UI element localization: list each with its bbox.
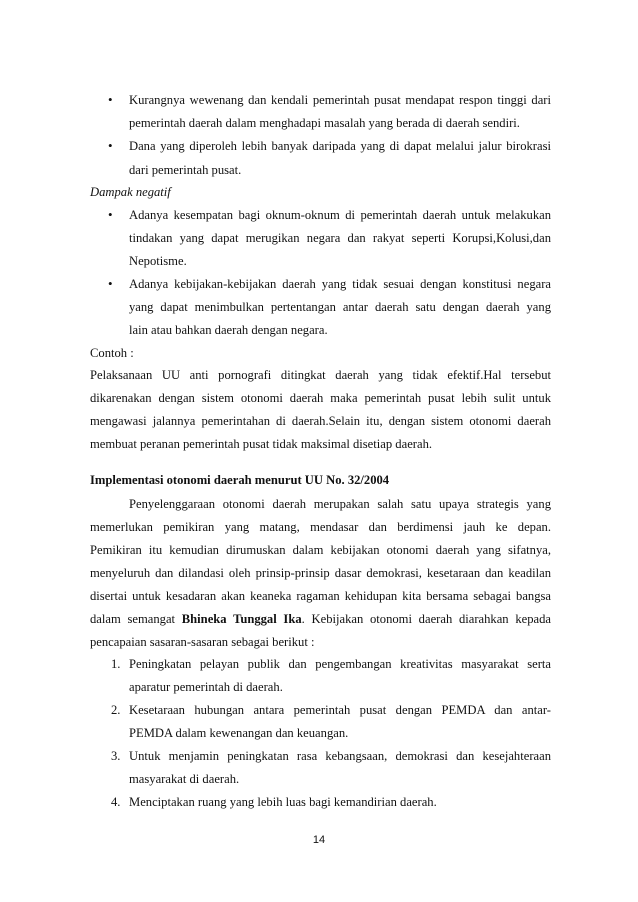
bullet-2-line-2: dari pemerintah pusat. — [129, 163, 242, 177]
contoh-line-3: mengawasi jalannya pemerintahan di daerah.Selain itu, dengan sistem otonomi daerah — [90, 414, 551, 428]
list-item-1-line-2: aparatur pemerintah di daerah. — [129, 680, 283, 694]
bullet-marker: • — [108, 92, 113, 107]
para-line-6-post: . Kebijakan otonomi daerah diarahkan kepada — [301, 612, 551, 626]
list-item-3-line-1: Untuk menjamin peningkatan rasa kebangsaan, demokrasi dan kesejahteraan — [129, 749, 551, 763]
neg-bullet-2-line-2: yang dapat menimbulkan pertentangan antar daerah satu dengan daerah yang — [129, 300, 551, 314]
bullet-1-line-2: pemerintah daerah dalam menghadapi masalah yang berada di daerah sendiri. — [129, 116, 520, 130]
contoh-line-2: dikarenakan dengan sistem otonomi daerah maka pemerintah pusat lebih sulit untuk — [90, 391, 551, 405]
bullet-2-line-1: Dana yang diperoleh lebih banyak daripada yang di dapat melalui jalur birokrasi — [129, 139, 551, 153]
list-item-1-line-1: Peningkatan pelayan publik dan pengembangan kreativitas masyarakat serta — [129, 657, 551, 671]
para-line-3: Pemikiran itu kemudian dirumuskan dalam kebijakan otonomi daerah yang sifatnya, — [90, 543, 551, 557]
bullet-marker: • — [108, 138, 113, 153]
dampak-heading: Dampak negatif — [90, 185, 171, 199]
para-line-2: memerlukan pemikiran yang matang, mendasar dan berdimensi jauh ke depan. — [90, 520, 551, 534]
section-heading: Implementasi otonomi daerah menurut UU No. 32/2004 — [90, 473, 390, 487]
para-line-7: pencapaian sasaran-sasaran sebagai berikut : — [90, 635, 315, 649]
bullet-marker: • — [108, 207, 113, 222]
page-number: 14 — [312, 834, 326, 846]
list-number: 4. — [111, 795, 121, 809]
neg-bullet-2-line-1: Adanya kebijakan-kebijakan daerah yang tidak sesuai dengan konstitusi negara — [129, 277, 551, 291]
contoh-line-1: Pelaksanaan UU anti pornografi ditingkat daerah yang tidak efektif.Hal tersebut — [90, 368, 551, 382]
bullet-1-line-1: Kurangnya wewenang dan kendali pemerintah pusat mendapat respon tinggi dari — [129, 93, 551, 107]
list-item-2-line-1: Kesetaraan hubungan antara pemerintah pusat dengan PEMDA dan antar- — [129, 703, 551, 717]
para-line-5: disertai untuk kesadaran akan keaneka ragaman kehidupan kita bersama sebagai bangsa — [90, 589, 551, 603]
para-line-6 — [90, 611, 551, 627]
para-line-4: menyeluruh dan dilandasi oleh prinsip-prinsip dasar demokrasi, kesetaraan dan keadilan — [90, 566, 551, 580]
neg-bullet-1-line-2: tindakan yang dapat merugikan negara dan rakyat seperti Korupsi,Kolusi,dan — [129, 231, 551, 245]
para-line-6-pre: dalam semangat — [90, 612, 182, 626]
list-number: 3. — [111, 749, 121, 763]
bullet-marker: • — [108, 276, 113, 291]
neg-bullet-2-line-3: lain atau bahkan daerah dengan negara. — [129, 323, 328, 337]
neg-bullet-1-line-1: Adanya kesempatan bagi oknum-oknum di pemerintah daerah untuk melakukan — [129, 208, 551, 222]
bhineka-tunggal-ika: Bhineka Tunggal Ika — [181, 612, 302, 626]
neg-bullet-1-line-3: Nepotisme. — [129, 254, 187, 268]
list-number: 1. — [111, 657, 121, 671]
list-number: 2. — [111, 703, 121, 717]
list-item-4-line-1: Menciptakan ruang yang lebih luas bagi kemandirian daerah. — [129, 795, 437, 809]
contoh-line-4: membuat peranan pemerintah pusat tidak maksimal disetiap daerah. — [90, 437, 433, 451]
contoh-label: Contoh : — [90, 346, 134, 360]
list-item-2-line-2: PEMDA dalam kewenangan dan keuangan. — [129, 726, 349, 740]
list-item-3-line-2: masyarakat di daerah. — [129, 772, 240, 786]
para-line-1: Penyelenggaraan otonomi daerah merupakan salah satu upaya strategis yang — [129, 497, 551, 511]
